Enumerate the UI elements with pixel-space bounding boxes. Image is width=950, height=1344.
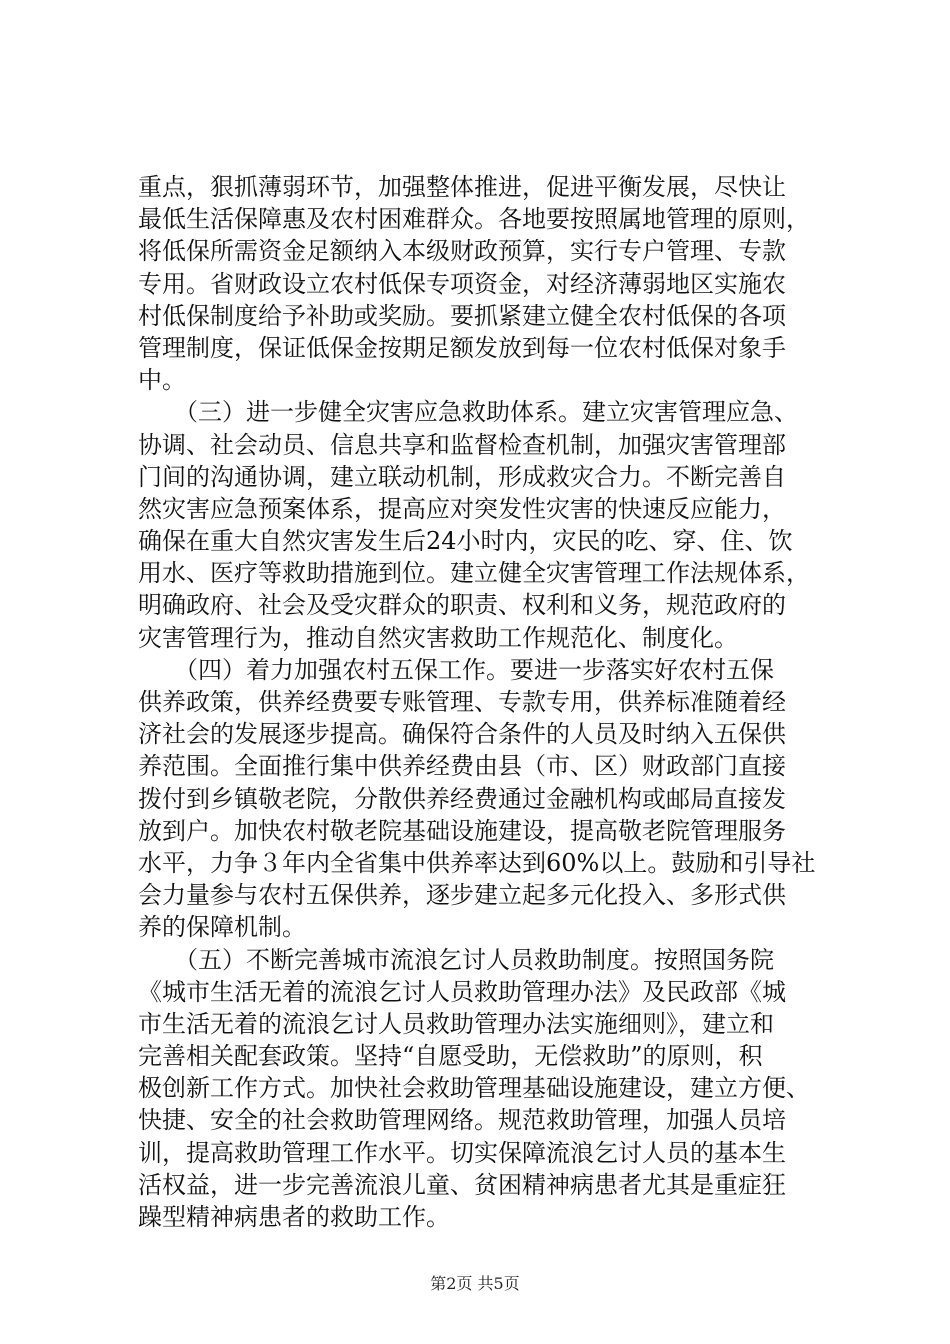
text-line: 管理制度，保证低保金按期足额发放到每一位农村低保对象手 [138,333,786,362]
text-line: 门间的沟通协调，建立联动机制，形成救灾合力。不断完善自 [138,462,786,491]
text-line: 市生活无着的流浪乞讨人员救助管理办法实施细则》，建立和 [138,1009,774,1038]
text-line: 明确政府、社会及受灾群众的职责、权利和义务，规范政府的 [138,591,786,620]
text-line: 快捷、安全的社会救助管理网络。规范救助管理，加强人员培 [138,1106,786,1135]
text-line: （五）不断完善城市流浪乞讨人员救助制度。按照国务院 [138,945,774,974]
text-line: 用水、医疗等救助措施到位。建立健全灾害管理工作法规体系， [138,559,810,588]
page-number: 第2页 共5页 [430,1274,520,1293]
text-line: 完善相关配套政策。坚持“自愿受助，无偿救助”的原则，积 [138,1042,763,1071]
text-line: 中。 [138,366,186,395]
text-line: 将低保所需资金足额纳入本级财政预算，实行专户管理、专款 [138,237,786,266]
text-line: 确保在重大自然灾害发生后24小时内，灾民的吃、穿、住、饮 [138,527,793,556]
text-line: 然灾害应急预案体系，提高应对突发性灾害的快速反应能力， [138,494,786,523]
text-line: （三）进一步健全灾害应急救助体系。建立灾害管理应急、 [138,398,798,427]
text-line: 训，提高救助管理工作水平。切实保障流浪乞讨人员的基本生 [138,1138,786,1167]
text-line: 专用。省财政设立农村低保专项资金，对经济薄弱地区实施农 [138,269,786,298]
text-line: 活权益，进一步完善流浪儿童、贫困精神病患者尤其是重症狂 [138,1170,786,1199]
text-line: 水平，力争３年内全省集中供养率达到60%以上。鼓励和引导社 [138,848,816,877]
text-line: 重点，狠抓薄弱环节，加强整体推进，促进平衡发展，尽快让 [138,173,786,201]
text-line: 养范围。全面推行集中供养经费由县（市、区）财政部门直接 [138,752,786,781]
text-line: 供养政策，供养经费要专账管理、专款专用，供养标准随着经 [138,688,786,716]
text-line: 最低生活保障惠及农村困难群众。各地要按照属地管理的原则， [138,205,810,234]
text-line: 躁型精神病患者的救助工作。 [138,1203,450,1231]
text-line: 拨付到乡镇敬老院，分散供养经费通过金融机构或邮局直接发 [138,784,786,813]
body-text [138,171,818,1233]
page-footer [0,1274,950,1294]
text-line: （四）着力加强农村五保工作。要进一步落实好农村五保 [138,655,774,684]
text-line: 灾害管理行为，推动自然灾害救助工作规范化、制度化。 [138,623,738,652]
text-line: 养的保障机制。 [138,913,306,942]
text-line: 村低保制度给予补助或奖励。要抓紧建立健全农村低保的各项 [138,301,786,330]
text-line: 会力量参与农村五保供养，逐步建立起多元化投入、多形式供 [138,881,786,910]
text-line: 济社会的发展逐步提高。确保符合条件的人员及时纳入五保供 [138,720,786,749]
text-line: 极创新工作方式。加快社会救助管理基础设施建设，建立方便、 [138,1074,810,1103]
text-line: 放到户。加快农村敬老院基础设施建设，提高敬老院管理服务 [138,816,786,845]
text-line: 协调、社会动员、信息共享和监督检查机制，加强灾害管理部 [138,430,786,459]
text-line: 《城市生活无着的流浪乞讨人员救助管理办法》及民政部《城 [138,977,786,1006]
